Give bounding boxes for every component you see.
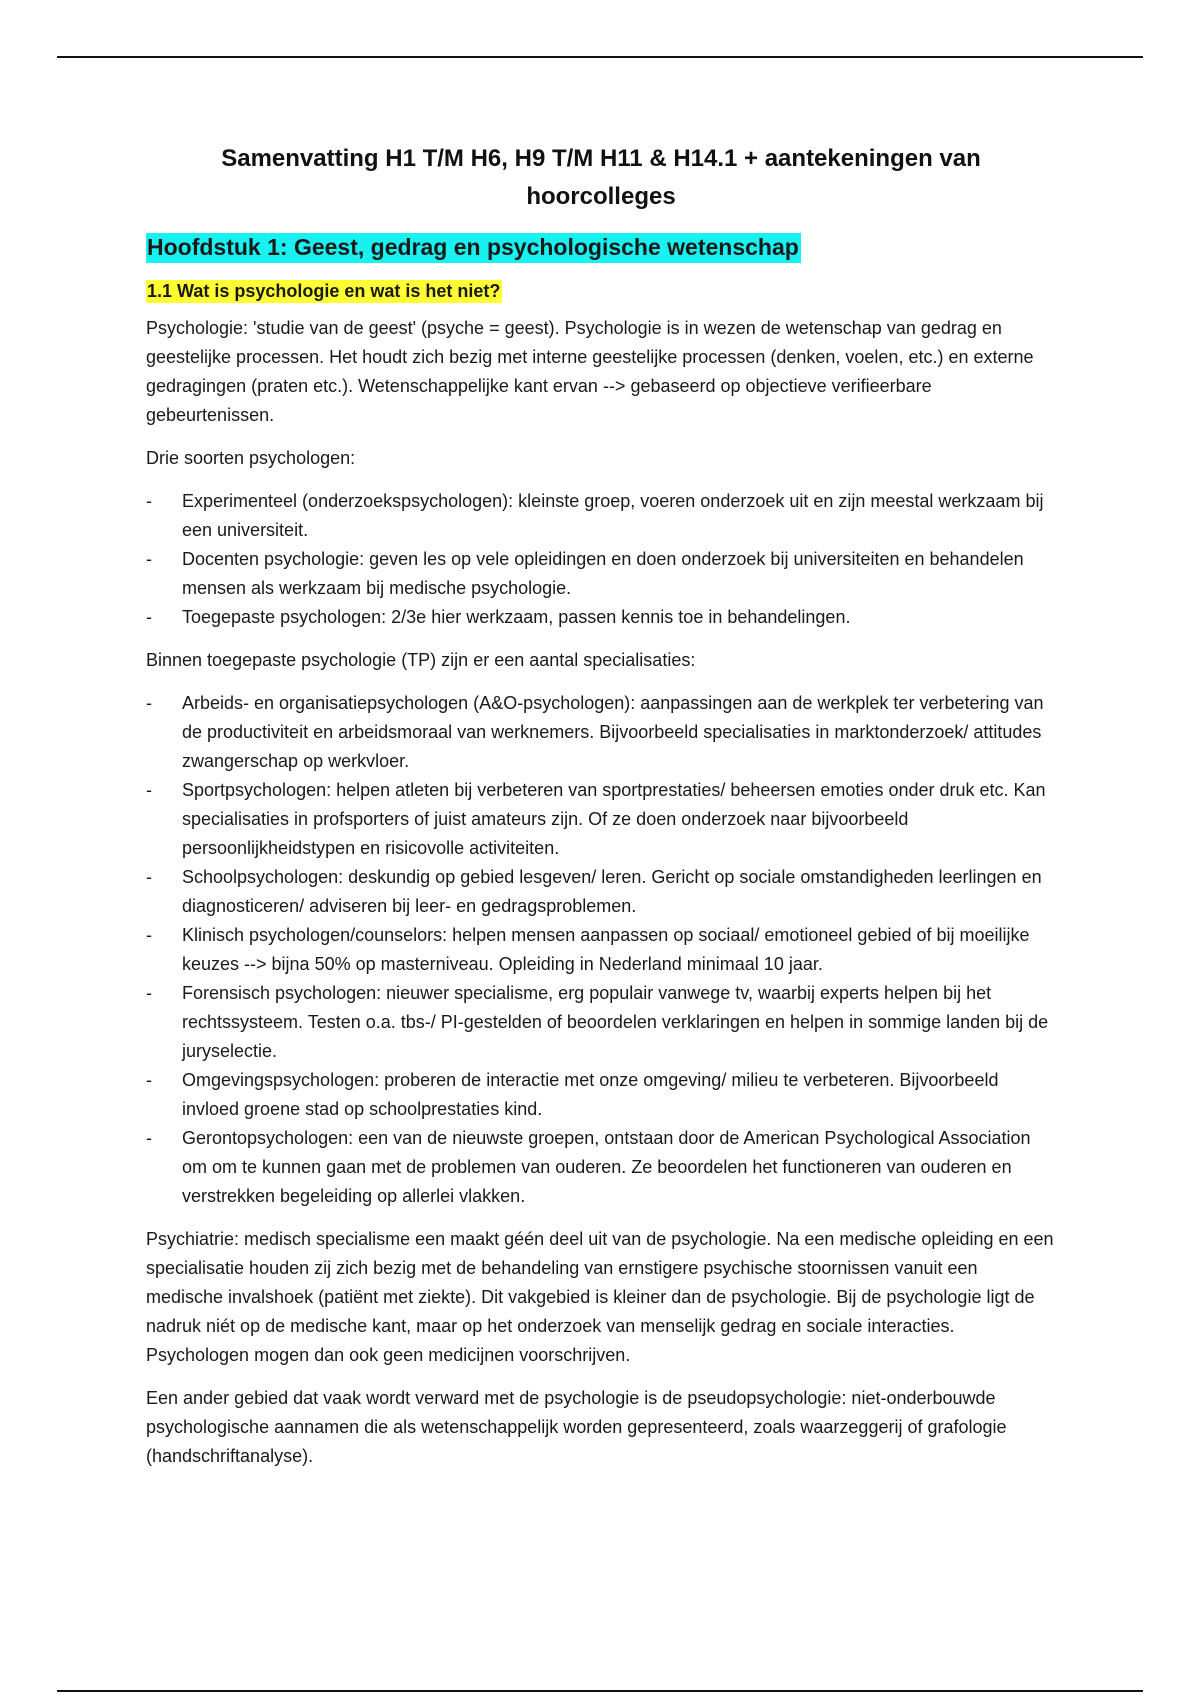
list-item: - Docenten psychologie: geven les op vele opleidingen en doen onderzoek bij universiteiten en behandelen mensen als werkzaam bij medische psychologie. [146, 545, 1056, 603]
document-page [146, 140, 1056, 1485]
list-item: - Arbeids- en organisatiepsychologen (A&O-psychologen): aanpassingen aan de werkplek ter verbetering van de productiviteit en arbeidsmoraal van werknemers. Bijvoorbeeld specialisaties in marktonderzoek/ attitudes zwangerschap op werkvloer. [146, 689, 1056, 776]
types-intro: Drie soorten psychologen: [146, 448, 356, 468]
list-item: - Sportpsychologen: helpen atleten bij verbeteren van sportprestaties/ beheersen emoties onder druk etc. Kan specialisaties in profsporters of juist amateurs zijn. Of ze doen onderzoek naar bijvoorbeeld persoonlijkheidstypen en risicovolle activiteiten. [146, 776, 1056, 863]
footer-rule [57, 1690, 1143, 1692]
chapter-heading-text: Hoofdstuk 1: Geest, gedrag en psychologische wetenschap [146, 233, 801, 263]
types-list [146, 487, 1056, 632]
list-item: - Toegepaste psychologen: 2/3e hier werkzaam, passen kennis toe in behandelingen. [146, 603, 1056, 632]
list-item: - Experimenteel (onderzoekspsychologen): kleinste groep, voeren onderzoek uit en zijn meestal werkzaam bij een universiteit. [146, 487, 1056, 545]
chapter-heading [146, 230, 1056, 264]
header-rule [57, 56, 1143, 58]
pseudopsychology-paragraph: Een ander gebied dat vaak wordt verward met de psychologie is de pseudopsychologie: niet-onderbouwde psychologische aannamen die als wetenschappelijk worden gepresenteerd, zoals waarzeggerij of grafologie (handschriftanalyse). [146, 1388, 1007, 1466]
intro-paragraph: Psychologie: 'studie van de geest' (psyche = geest). Psychologie is in wezen de wetenschap van gedrag en geestelijke processen. Het houdt zich bezig met interne geestelijke processen (denken, voelen, etc.) en externe gedragingen (praten etc.). Wetenschappelijke kant ervan --> gebaseerd op objectieve verifieerbare gebeurtenissen. [146, 318, 1034, 425]
specializations-intro: Binnen toegepaste psychologie (TP) zijn er een aantal specialisaties: [146, 650, 696, 670]
section-heading [146, 278, 1056, 304]
list-item: - Gerontopsychologen: een van de nieuwste groepen, ontstaan door de American Psychological Association om om te kunnen gaan met de problemen van ouderen. Ze beoordelen het functioneren van ouderen en verstrekken begeleiding op allerlei vlakken. [146, 1124, 1056, 1211]
list-item: - Omgevingspsychologen: proberen de interactie met onze omgeving/ milieu te verbeteren. Bijvoorbeeld invloed groene stad op schoolprestaties kind. [146, 1066, 1056, 1124]
list-item: - Forensisch psychologen: nieuwer specialisme, erg populair vanwege tv, waarbij experts helpen bij het rechtssysteem. Testen o.a. tbs-/ PI-gestelden of beoordelen verklaringen en helpen in sommige landen bij de juryselectie. [146, 979, 1056, 1066]
specializations-list [146, 689, 1056, 1211]
section-heading-text: 1.1 Wat is psychologie en wat is het niet? [147, 281, 501, 301]
list-item: - Schoolpsychologen: deskundig op gebied lesgeven/ leren. Gericht op sociale omstandigheden leerlingen en diagnosticeren/ adviseren bij leer- en gedragsproblemen. [146, 863, 1056, 921]
list-item: - Klinisch psychologen/counselors: helpen mensen aanpassen op sociaal/ emotioneel gebied of bij moeilijke keuzes --> bijna 50% op masterniveau. Opleiding in Nederland minimaal 10 jaar. [146, 921, 1056, 979]
psychiatry-paragraph: Psychiatrie: medisch specialisme een maakt géén deel uit van de psychologie. Na een medische opleiding en een specialisatie houden zij zich bezig met de behandeling van ernstigere psychische stoornissen vanuit een medische invalshoek (patiënt met ziekte). Dit vakgebied is kleiner dan de psychologie. Bij de psychologie ligt de nadruk niét op de medische kant, maar op het onderzoek van menselijk gedrag en sociale interacties. Psychologen mogen dan ook geen medicijnen voorschrijven. [146, 1229, 1054, 1365]
document-title: Samenvatting H1 T/M H6, H9 T/M H11 & H14.1 + aantekeningen van hoorcolleges [221, 145, 981, 210]
